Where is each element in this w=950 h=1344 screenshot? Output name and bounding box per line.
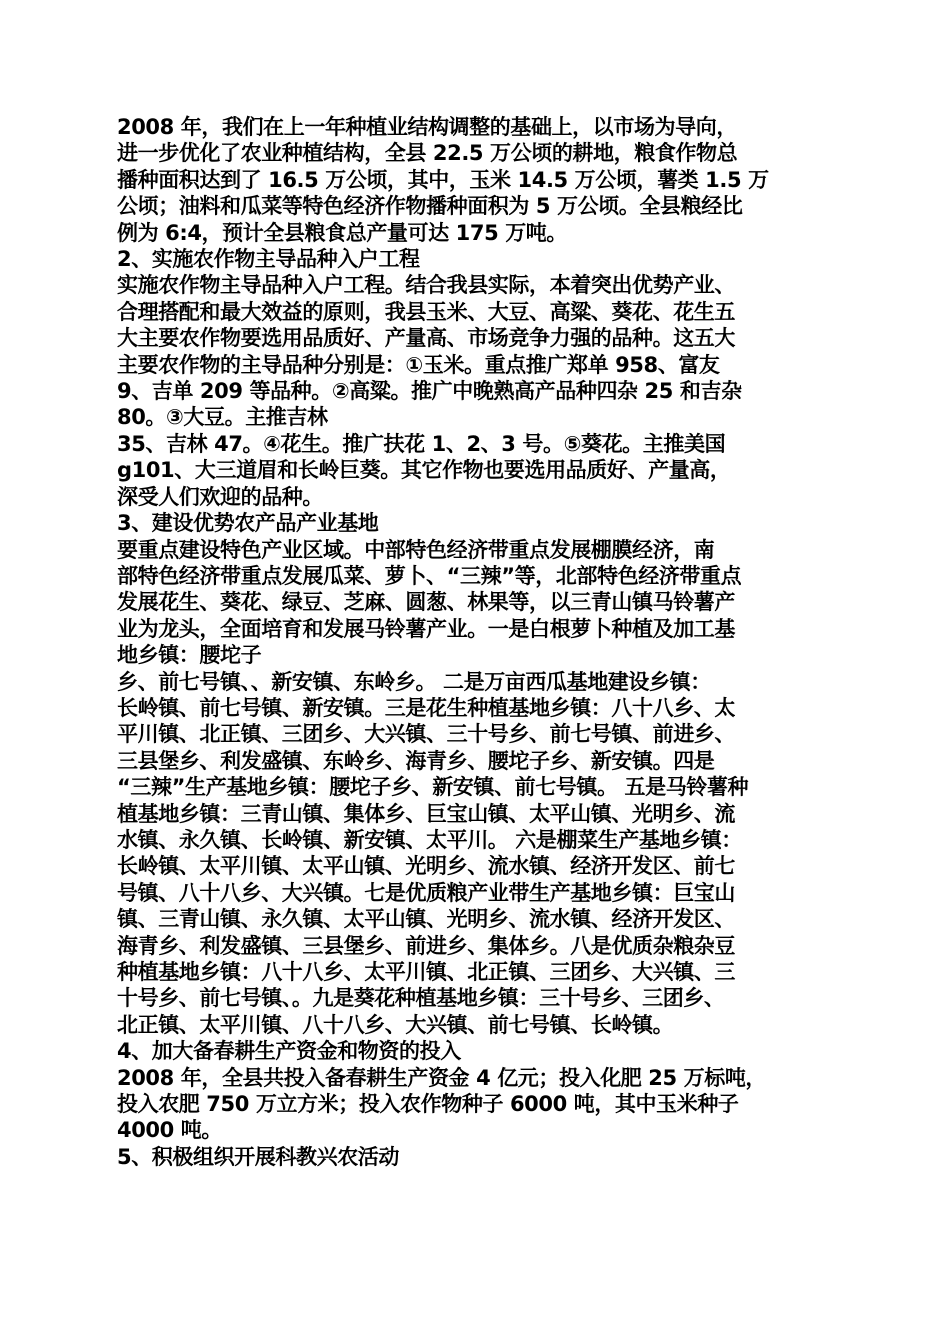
text-line: 大主要农作物要选用品质好、产量高、市场竞争力强的品种。这五大 [117, 326, 735, 351]
text-line: 发展花生、葵花、绿豆、芝麻、圆葱、林果等，以三青山镇马铃薯产 [117, 590, 735, 615]
text-line: 水镇、永久镇、长岭镇、新安镇、太平川。 六是棚菜生产基地乡镇： [117, 827, 742, 852]
text-line: 十号乡、前七号镇、。九是葵花种植基地乡镇：三十号乡、三团乡、 [117, 986, 725, 1011]
text-line: 9、吉单 209 等品种。②高粱。推广中晚熟高产品种四杂 25 和吉杂 [117, 379, 742, 404]
text-line: 长岭镇、前七号镇、新安镇。三是花生种植基地乡镇：八十八乡、太 [117, 695, 735, 720]
text-line: 深受人们欢迎的品种。 [117, 484, 323, 509]
document-body [117, 114, 839, 1170]
text-line: 长岭镇、太平川镇、太平山镇、光明乡、流水镇、经济开发区、前七 [117, 854, 735, 879]
heading-line: 3、建设优势农产品产业基地 [117, 511, 379, 536]
text-line: 地乡镇：腰坨子 [117, 643, 262, 668]
text-line: 要重点建设特色产业区域。中部特色经济带重点发展棚膜经济，南 [117, 537, 715, 562]
text-line: 35、吉林 47。④花生。推广扶花 1、2、3 号。⑤葵花。主推美国 [117, 431, 726, 456]
text-line: 进一步优化了农业种植结构，全县 22.5 万公顷的耕地，粮食作物总 [117, 141, 738, 166]
text-line: 镇、三青山镇、永久镇、太平山镇、光明乡、流水镇、经济开发区、 [117, 907, 735, 932]
heading-line: 5、积极组织开展科教兴农活动 [117, 1144, 400, 1169]
section-heading-4 [117, 1038, 839, 1064]
text-line: 号镇、八十八乡、大兴镇。七是优质粮产业带生产基地乡镇：巨宝山 [117, 880, 735, 905]
text-line: 公顷；油料和瓜菜等特色经济作物播种面积为 5 万公顷。全县粮经比 [117, 194, 743, 219]
heading-line: 2、实施农作物主导品种入户工程 [117, 247, 420, 272]
text-line: 例为 6:4，预计全县粮食总产量可达 175 万吨。 [117, 220, 567, 245]
text-line: 2008 年，我们在上一年种植业结构调整的基础上，以市场为导向， [117, 115, 737, 139]
paragraph-main-varieties [117, 272, 839, 510]
text-line: 海青乡、利发盛镇、三县堡乡、前进乡、集体乡。八是优质杂粮杂豆 [117, 933, 735, 958]
text-line: 种植基地乡镇：八十八乡、太平川镇、北正镇、三团乡、大兴镇、三 [117, 960, 735, 984]
text-line: 业为龙头，全面培育和发展马铃薯产业。一是白根萝卜种植及加工基 [117, 616, 735, 641]
text-line: 播种面积达到了 16.5 万公顷，其中，玉米 14.5 万公顷，薯类 1.5 万 [117, 167, 769, 192]
text-line: 投入农肥 750 万立方米；投入农作物种子 6000 吨，其中玉米种子 [117, 1092, 739, 1117]
paragraph-industry-bases [117, 537, 839, 1039]
text-line: 平川镇、北正镇、三团乡、大兴镇、三十号乡、前七号镇、前进乡、 [117, 722, 735, 747]
section-heading-2 [117, 246, 839, 272]
text-line: 4000 吨。 [117, 1118, 222, 1143]
text-line: 80。③大豆。主推吉林 [117, 405, 328, 430]
text-line: g101、大三道眉和长岭巨葵。其它作物也要选用品质好、产量高， [117, 458, 731, 483]
text-line: 三县堡乡、利发盛镇、东岭乡、海青乡、腰坨子乡、新安镇。四是 [117, 748, 715, 773]
text-line: 乡、前七号镇、、新安镇、东岭乡。 二是万亩西瓜基地建设乡镇： [117, 669, 711, 694]
text-line: 植基地乡镇：三青山镇、集体乡、巨宝山镇、太平山镇、光明乡、流 [117, 801, 735, 826]
heading-line: 4、加大备春耕生产资金和物资的投入 [117, 1039, 461, 1064]
paragraph-structure-overview [117, 114, 839, 246]
text-line: 主要农作物的主导品种分别是：①玉米。重点推广郑单 958、富友 [117, 352, 720, 377]
text-line: 2008 年，全县共投入备春耕生产资金 4 亿元；投入化肥 25 万标吨， [117, 1065, 767, 1090]
text-line: 北正镇、太平川镇、八十八乡、大兴镇、前七号镇、长岭镇。 [117, 1012, 674, 1037]
text-line: 合理搭配和最大效益的原则，我县玉米、大豆、高粱、葵花、花生五 [117, 299, 735, 324]
section-heading-3 [117, 510, 839, 536]
paragraph-investment [117, 1065, 839, 1144]
text-line: “三辣”生产基地乡镇：腰坨子乡、新安镇、前七号镇。 五是马铃薯种 [117, 775, 749, 800]
section-heading-5 [117, 1144, 839, 1170]
text-line: 部特色经济带重点发展瓜菜、萝卜、“三辣”等，北部特色经济带重点 [117, 563, 742, 588]
text-line: 实施农作物主导品种入户工程。结合我县实际，本着突出优势产业、 [117, 273, 735, 298]
